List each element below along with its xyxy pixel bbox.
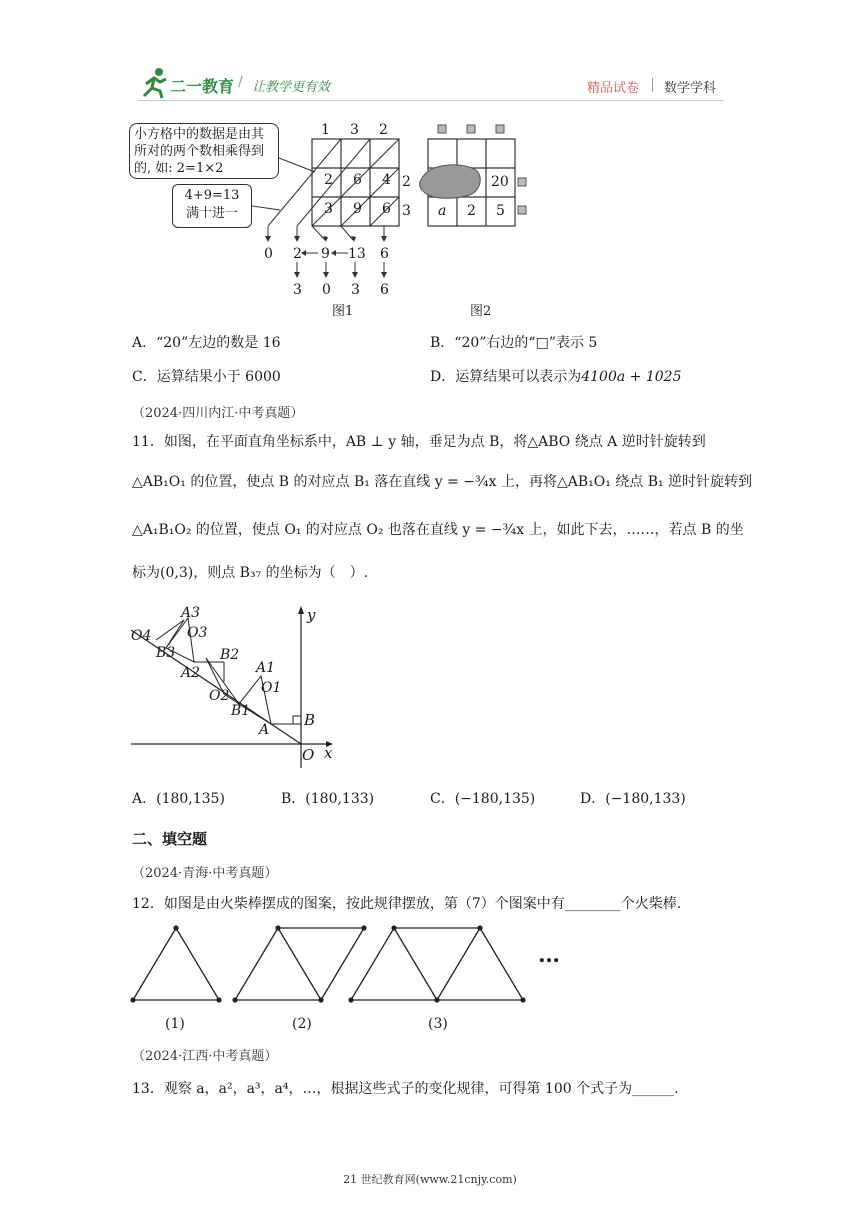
fig1-top-2: 3 [350,122,359,138]
q11-line-1: 11．如图，在平面直角坐标系中，AB ⊥ y 轴，垂足为点 B，将△ABO 绕点 A 逆时针旋转到 [132,434,706,450]
q11-option-c: C．(−180,135) [430,791,536,807]
q11-coordinate-figure [126,600,346,770]
label-a3: A3 [181,605,201,621]
fig1-right-1: 2 [402,174,411,190]
header-label-1: 精品试卷 [587,81,640,96]
label-x: x [324,744,333,762]
ellipsis: … [538,942,560,968]
header [0,0,860,110]
q11-line-4: 标为(0,3)，则点 B₃₇ 的坐标为（ ）. [132,565,369,581]
q13-source: （2024·江西·中考真题） [132,1049,278,1064]
q10-option-c: C．运算结果小于 6000 [132,369,281,385]
label-o: O [302,746,315,764]
fig1-caption: 图1 [332,304,354,319]
q11-line-3: △A₁B₁O₂ 的位置，使点 O₁ 的对应点 O₂ 也落在直线 y = −¾x 上，如此下去，……，若点 B 的坐 [132,522,744,538]
fig1-bottom-2: 0 [322,282,331,298]
fig1-bottom: 13 [348,246,366,262]
label-o4: O4 [131,628,152,644]
label-b: B [304,711,316,729]
fig1-cell: 3 [324,201,333,217]
caption-1: (1) [165,1016,185,1032]
matchstick-figure [128,922,548,1012]
callout-2: 4+9=13 满十进一 [172,184,252,228]
label-o3: O3 [187,625,208,641]
fig2-twenty: 20 [491,174,509,190]
fig2-two: 2 [467,203,476,219]
runner-logo-icon [140,66,170,100]
label-y: y [307,606,316,624]
label-b2: B2 [220,647,240,663]
q11-line-2: △AB₁O₁ 的位置，使点 B 的对应点 B₁ 落在直线 y = −¾x 上，再将△AB₁O₁ 绕点 B₁ 逆时针旋转到 [132,474,753,490]
q11-option-d: D．(−180,133) [580,791,686,807]
fig1-bottom: 6 [380,246,389,262]
section-title: 二、填空题 [132,830,208,848]
label-o1: O1 [261,680,282,696]
q10-option-b: B．“20”右边的“□”表示 5 [430,335,598,351]
fig1-cell: 6 [353,172,362,188]
caption-2: (2) [292,1016,312,1032]
caption-3: (3) [428,1016,448,1032]
header-label-2: 数学学科 [664,81,717,96]
fig1-top-1: 1 [321,122,330,138]
label-o2: O2 [209,688,230,704]
header-separator [652,78,653,92]
fig1-cell: 9 [353,201,362,217]
fig2-a: a [438,203,447,219]
fig2-caption: 图2 [470,304,492,319]
label-a1: A1 [256,660,276,676]
slogan: 让教学更有效 [252,80,331,95]
q11-option-a: A．(180,135) [132,791,225,807]
q11-source: （2024·四川内江·中考真题） [132,406,304,421]
q10-option-d: D．运算结果可以表示为4100a + 1025 [430,369,682,385]
fig1-bottom: 0 [264,246,273,262]
q11-option-b: B．(180,133) [281,791,375,807]
figure-multiplication [120,118,540,328]
label-a: A [259,722,270,738]
label-b1: B1 [231,703,251,719]
label-a2: A2 [181,665,201,681]
fig1-bottom: 2 [293,246,302,262]
fig1-cell: 6 [382,201,391,217]
fig1-cell: 2 [324,172,333,188]
logo-divider: / [238,74,243,90]
fig1-bottom-2: 3 [351,282,360,298]
q12-source: （2024·青海·中考真题） [132,866,278,881]
callout-1: 小方格中的数据是由其 所对的两个数相乘得到 的, 如: 2=1×2 [129,123,279,179]
fig1-bottom-2: 3 [293,282,302,298]
header-rule [138,100,724,101]
q10-option-a: A．“20”左边的数是 16 [132,335,281,351]
q12-text: 12．如图是由火柴棒摆成的图案，按此规律摆放，第（7）个图案中有________个火柴棒. [132,896,682,912]
fig1-bottom-2: 6 [380,282,389,298]
fig2-five: 5 [496,203,505,219]
q13-text: 13．观察 a，a²，a³，a⁴，…，根据这些式子的变化规律，可得第 100 个式子为______. [132,1081,679,1097]
fig1-cell: 4 [382,172,391,188]
fig1-bottom: 9 [321,246,330,262]
logo-text: 二一教育 [170,77,235,96]
fig1-top-3: 2 [379,122,388,138]
fig1-right-2: 3 [402,203,411,219]
label-b3: B3 [156,645,176,661]
footer: 21 世纪教育网(www.21cnjy.com) [343,1173,517,1186]
